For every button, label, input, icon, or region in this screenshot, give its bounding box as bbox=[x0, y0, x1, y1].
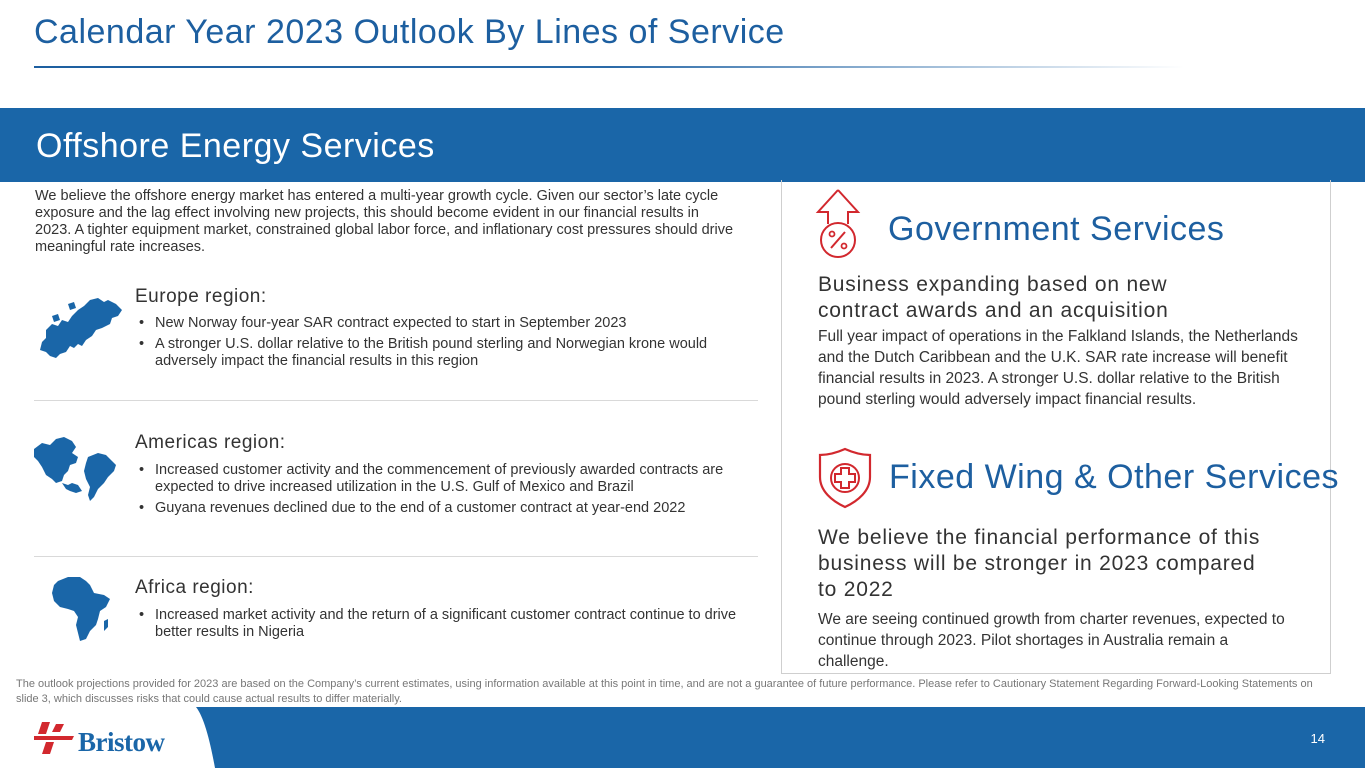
government-services-body: Full year impact of operations in the Falkland Islands, the Netherlands and the Dutch Caribbean and the U.K. SAR rate increase will benefit financial results in 2023. A stronger U.S. dollar relative to the British pound sterling would adversely impact financial results. bbox=[818, 328, 1298, 408]
fixed-wing-subheading: We believe the financial performance of this business will be stronger in 2023 compared to 2022 bbox=[818, 526, 1261, 601]
government-services-heading: Government Services bbox=[888, 210, 1225, 248]
list-item: • Increased market activity and the return of a significant customer contract continue to drive better results in Nigeria bbox=[135, 607, 755, 641]
fixed-wing-body: We are seeing continued growth from charter revenues, expected to continue through 2023. Pilot shortages in Australia remain a challenge. bbox=[818, 611, 1285, 670]
fixed-wing-heading: Fixed Wing & Other Services bbox=[889, 458, 1339, 496]
intro-paragraph: We believe the offshore energy market has entered a multi-year growth cycle. Given our sector’s late cycle exposure and the lag effect involving new projects, this should become evident in our financial results in 2023. A tighter equipment market, constrained global labor force, and inflationary cost pressures should drive meaningful rate increases. bbox=[35, 188, 734, 255]
section-title: Offshore Energy Services bbox=[36, 127, 435, 165]
africa-map-icon bbox=[50, 575, 112, 643]
list-item: • Increased customer activity and the commencement of previously awarded contracts are expected to drive increased utilization in the U.S. Gulf of Mexico and Brazil bbox=[135, 462, 755, 496]
region-divider bbox=[34, 556, 758, 557]
bristow-logo-icon bbox=[34, 720, 74, 756]
bristow-logo-text: Bristow bbox=[78, 727, 165, 757]
americas-bullets bbox=[135, 462, 755, 521]
medical-shield-icon bbox=[818, 447, 872, 509]
africa-region-title: Africa region: bbox=[135, 577, 254, 598]
americas-region-title: Americas region: bbox=[135, 432, 286, 453]
government-services-subheading: Business expanding based on new contract awards and an acquisition bbox=[818, 273, 1169, 322]
europe-region-title: Europe region: bbox=[135, 286, 267, 307]
region-divider bbox=[34, 400, 758, 401]
disclaimer-text: The outlook projections provided for 2023 are based on the Company’s current estimates, using information available at this point in time, and are not a guarantee of future performance. Please refer to Cautionary Statement Regarding Forward-Looking Statements on slide 3, which discusses risks that could cause actual results to differ materially. bbox=[16, 678, 1313, 705]
title-underline bbox=[34, 66, 1184, 68]
europe-map-icon bbox=[38, 296, 124, 360]
page-title: Calendar Year 2023 Outlook By Lines of Service bbox=[34, 13, 785, 51]
list-item: • A stronger U.S. dollar relative to the British pound sterling and Norwegian krone would adversely impact the financial results in this region bbox=[135, 336, 755, 370]
percent-arrow-icon bbox=[815, 188, 861, 260]
list-item: • Guyana revenues declined due to the end of a customer contract at year-end 2022 bbox=[135, 500, 755, 517]
page-number: 14 bbox=[1310, 731, 1325, 746]
africa-bullets bbox=[135, 607, 755, 645]
americas-map-icon bbox=[32, 435, 122, 503]
europe-bullets bbox=[135, 315, 755, 374]
list-item: • New Norway four-year SAR contract expected to start in September 2023 bbox=[135, 315, 755, 332]
